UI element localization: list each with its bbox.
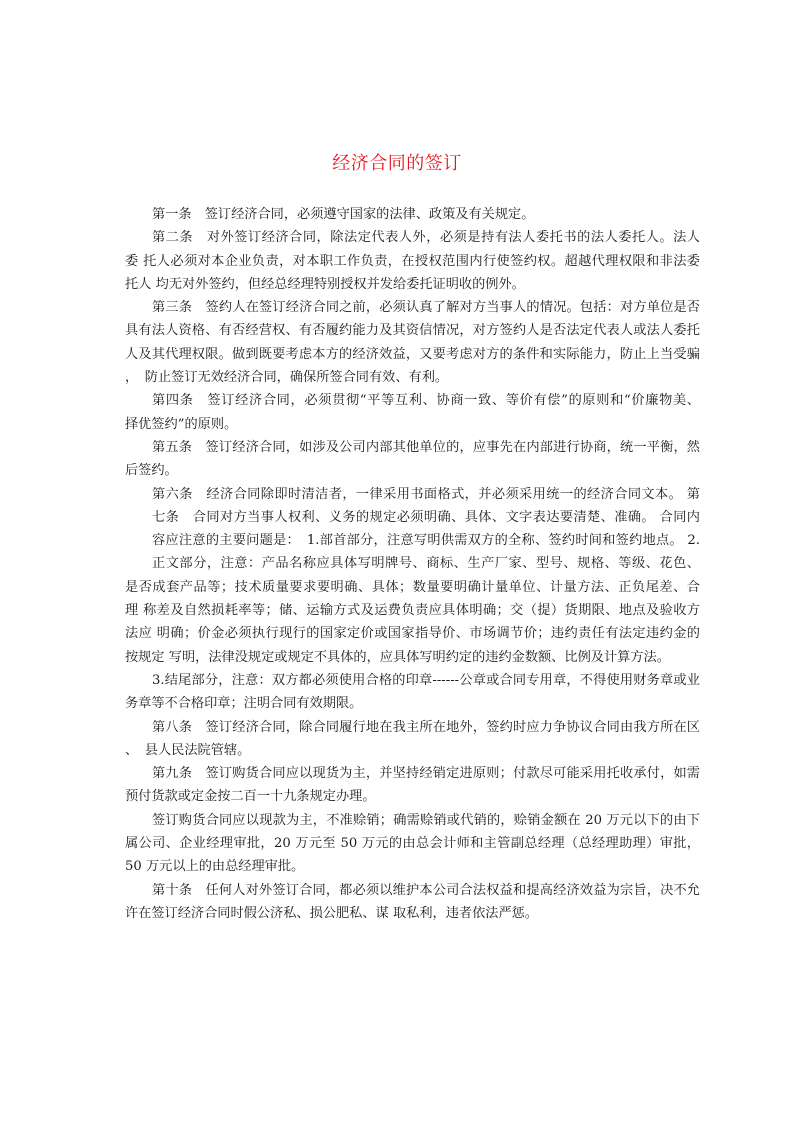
text-line: 3.结尾部分，注意：双方都必须使用合格的印章------公章或合同专用章，不得使用财务章或业 <box>152 672 700 688</box>
text-line: 委 托人必须对本企业负责，对本职工作负责，在授权范围内行使签约权。超越代理权限和非法委 <box>125 253 700 269</box>
text-line: 第九条 签订购货合同应以现货为主，并坚持经销定进原则；付款尽可能采用托收承付，如需 <box>152 766 700 782</box>
text-line: 、 县人民法院管辖。 <box>125 742 251 758</box>
text-line: 第一条 签订经济合同，必须遵守国家的法律、政策及有关规定。 <box>152 207 535 222</box>
document-title: 经济合同的签订 <box>332 153 462 174</box>
text-line: 50 万元以上的由总经理审批。 <box>125 859 305 875</box>
text-line: 第六条 经济合同除即时清洁者，一律采用书面格式，并必须采用统一的经济合同文本。 第 <box>152 486 700 502</box>
text-line: 第五条 签订经济合同，如涉及公司内部其他单位的，应事先在内部进行协商，统一平衡，然 <box>152 439 700 455</box>
text-line: 按规定 写明，法律没规定或规定不具体的，应具体写明约定的违约金数额、比例及计算方法。 <box>125 649 670 665</box>
text-line: 第十条 任何人对外签订合同，都必须以维护本公司合法权益和提高经济效益为宗旨，决不允 <box>152 882 700 898</box>
text-line: 正文部分，注意：产品名称应具体写明牌号、商标、生产厂家、型号、规格、等级、花色、 <box>152 556 700 572</box>
text-line: 人及其代理权限。做到既要考虑本方的经济效益，又要考虑对方的条件和实际能力，防止上当受骗 <box>125 346 700 362</box>
text-line: 预付货款或定金按二百一十九条规定办理。 <box>125 789 376 805</box>
text-line: 属公司、企业经理审批，20 万元至 50 万元的由总会计师和主管副总经理（总经理助理）审批， <box>125 836 700 852</box>
text-line: 签订购货合同应以现款为主，不准赊销；确需赊销或代销的，赊销金额在 20 万元以下的由下 <box>152 812 700 828</box>
text-line: 第四条 签订经济合同，必须贯彻“平等互利、协商一致、等价有偿”的原则和“价廉物美、 <box>152 393 700 409</box>
text-line: 后签约。 <box>125 463 178 479</box>
text-line: 择优签约”的原则。 <box>125 416 238 432</box>
text-line: 托人 均无对外签约，但经总经理特别授权并发给委托证明收的例外。 <box>125 276 525 292</box>
text-line: 具有法人资格、有否经营权、有否履约能力及其资信情况，对方签约人是否法定代表人或法人委托 <box>125 323 700 339</box>
text-line: 理 称差及自然损耗率等；储、运输方式及运费负责应具体明确；交（提）货期限、地点及验收方 <box>125 603 700 619</box>
text-line: 务章等不合格印章；注明合同有效期限。 <box>125 696 363 712</box>
text-line: 法应 明确；价金必须执行现行的国家定价或国家指导价、市场调节价；违约责任有法定违约金的 <box>125 626 700 642</box>
document-body <box>125 203 700 925</box>
text-line: 七条 合同对方当事人权利、义务的规定必须明确、具体、文字表达要清楚、准确。 合同内 <box>152 509 700 525</box>
text-line: ， 防止签订无效经济合同，确保所签合同有效、有利。 <box>125 370 449 386</box>
text-line: 是否成套产品等；技术质量要求要明确、具体；数量要明确计量单位、计量方法、正负尾差、合 <box>125 579 700 595</box>
text-line: 第三条 签约人在签订经济合同之前，必须认真了解对方当事人的情况。包括：对方单位是否 <box>152 300 700 316</box>
text-line: 第八条 签订经济合同，除合同履行地在我主所在地外，签约时应力争协议合同由我方所在区 <box>152 719 700 735</box>
text-line: 第二条 对外签订经济合同，除法定代表人外，必须是持有法人委托书的法人委托人。法人 <box>152 230 700 246</box>
text-line: 许在签订经济合同时假公济私、损公肥私、谋 取私利，违者依法严惩。 <box>125 905 539 921</box>
text-line: 容应注意的主要问题是： 1.部首部分，注意写明供需双方的全称、签约时间和签约地点。 2. <box>152 533 700 549</box>
